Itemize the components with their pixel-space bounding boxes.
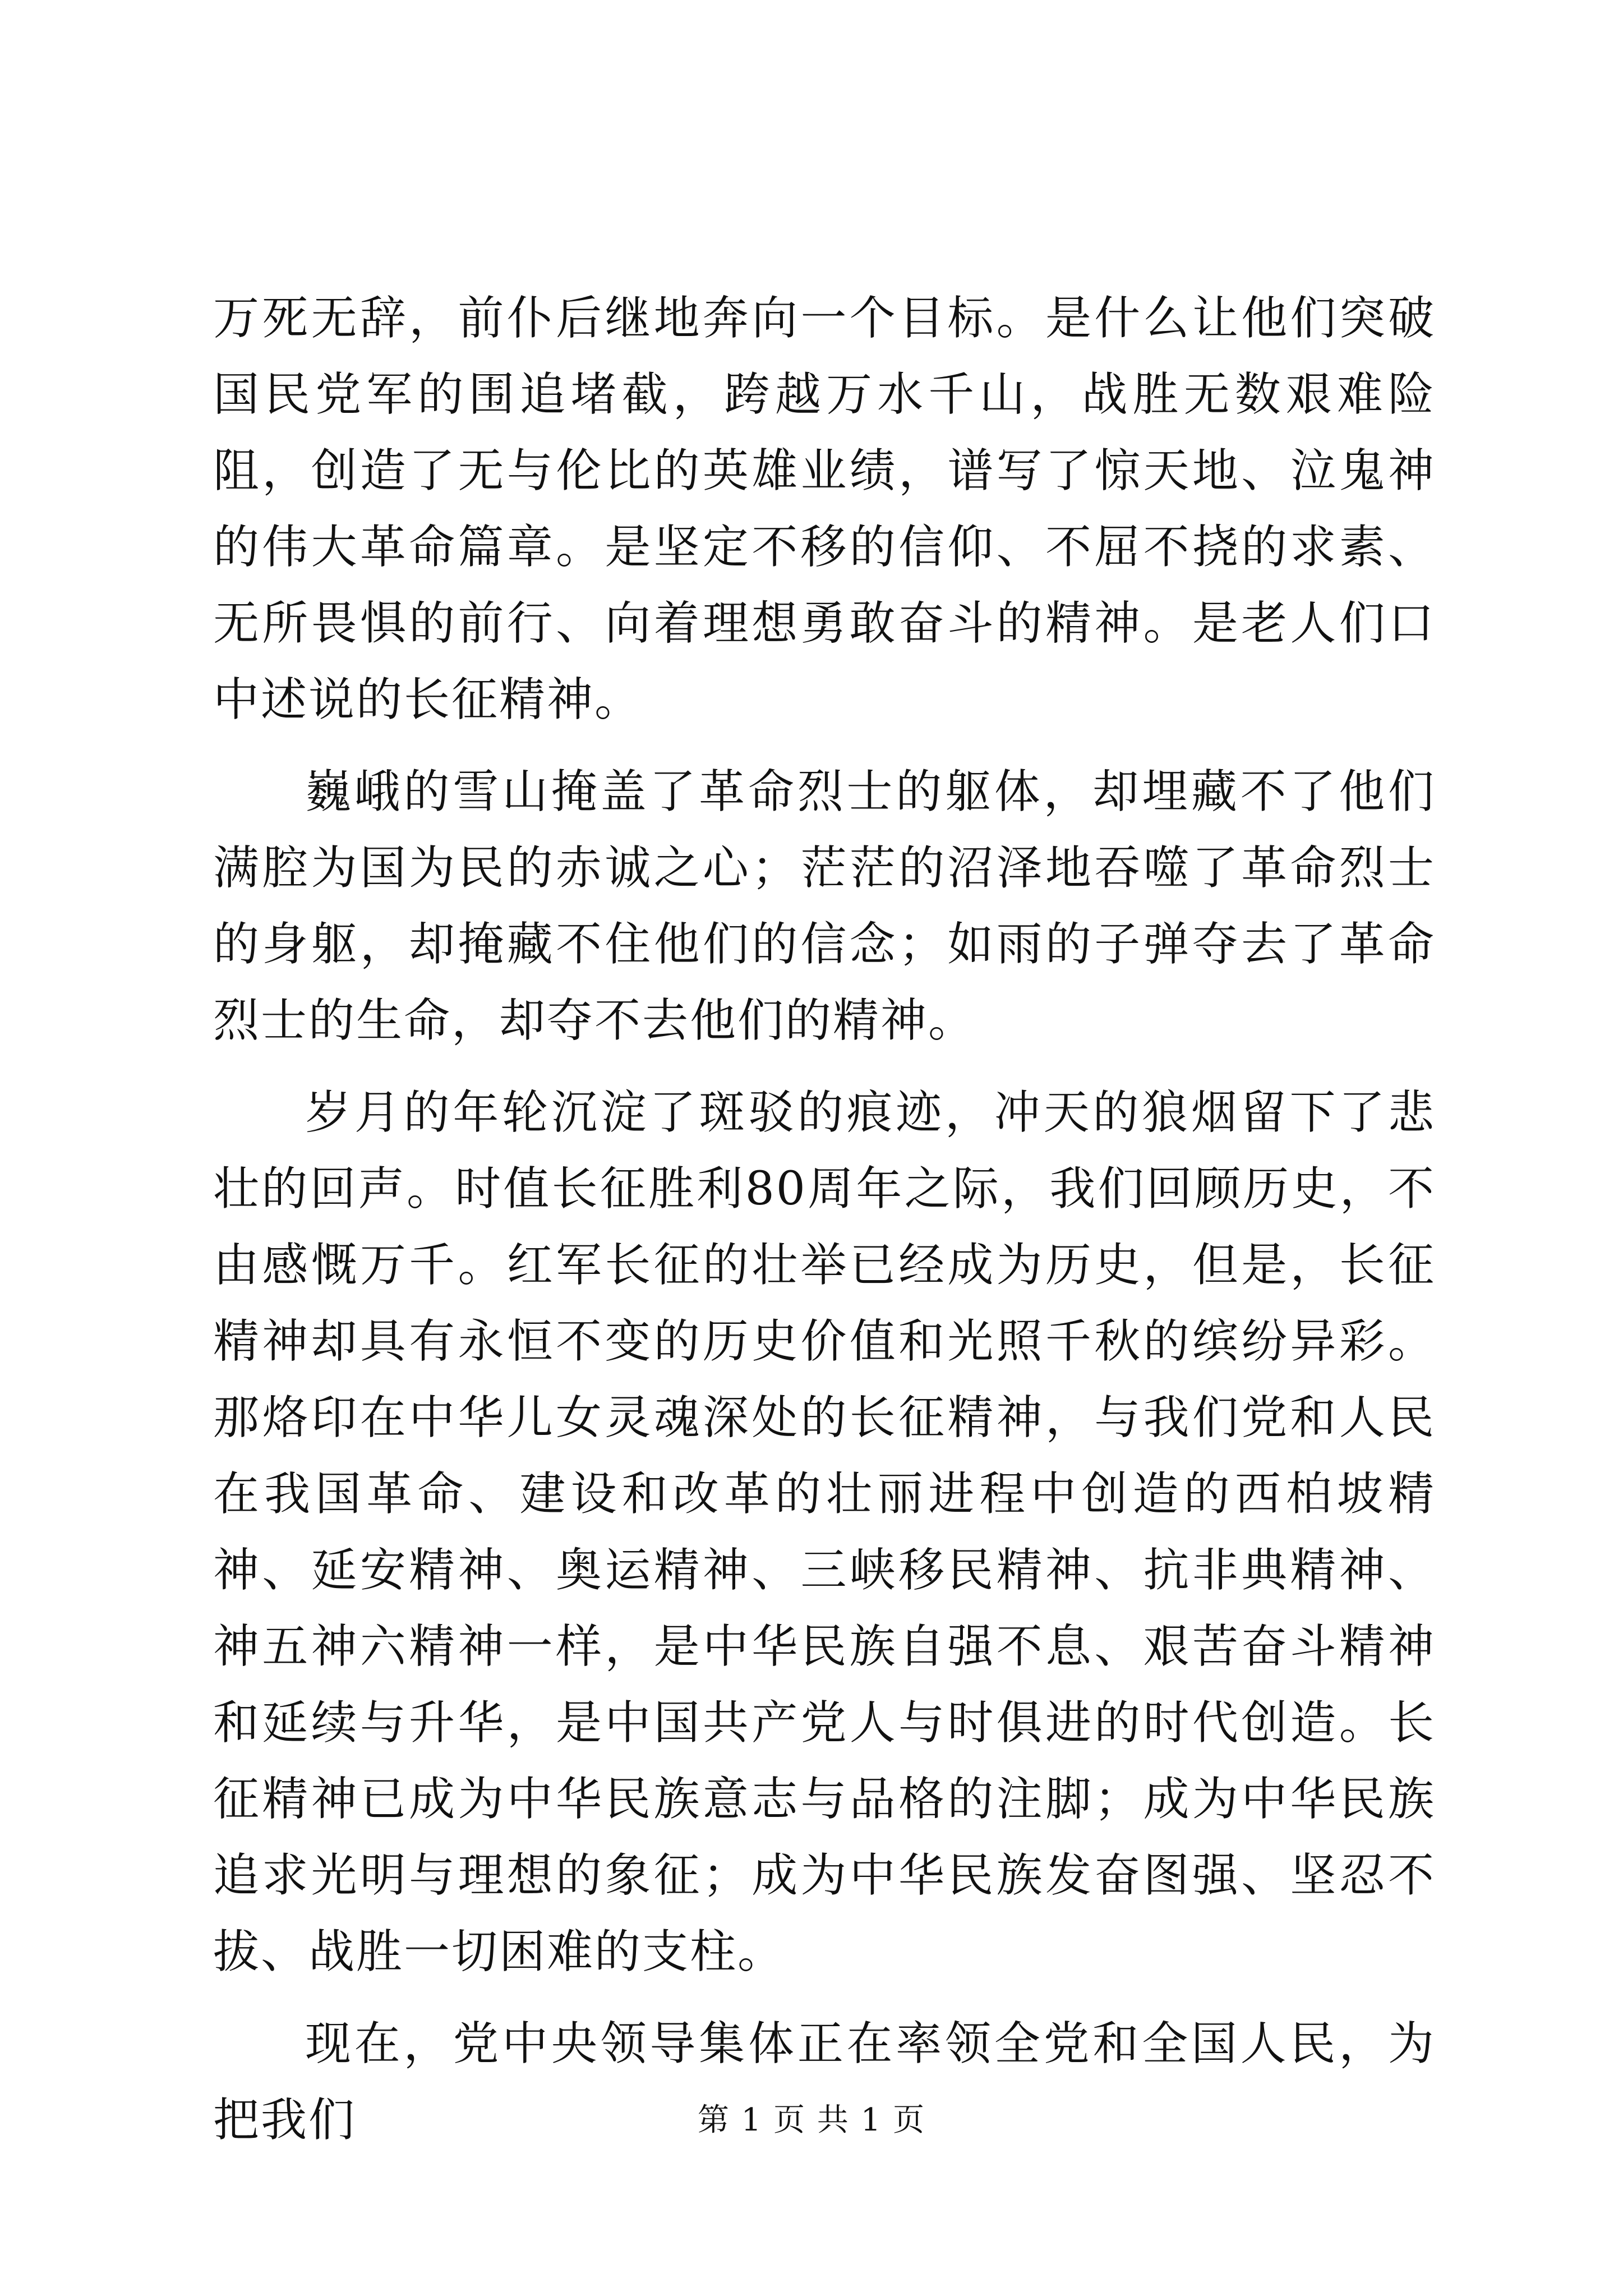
paragraph-2: 巍峨的雪山掩盖了革命烈士的躯体，却埋藏不了他们满腔为国为民的赤诚之心；茫茫的沼泽地吞噬了革命烈士的身躯，却掩藏不住他们的信念；如雨的子弹夺去了革命烈士的生命，却夺不去他们的精神。 — [213, 765, 1436, 1047]
page-footer: 第 1 页 共 1 页 — [697, 2102, 926, 2138]
paragraph-1: 万死无辞，前仆后继地奔向一个目标。是什么让他们突破国民党军的围追堵截，跨越万水千山，战胜无数艰难险阻，创造了无与伦比的英雄业绩，谱写了惊天地、泣鬼神的伟大革命篇章。是坚定不移的信仰、不屈不挠的求素、无所畏惧的前行、向着理想勇敢奋斗的精神。是老人们口中述说的长征精神。 — [213, 292, 1436, 726]
paragraph-4: 现在，党中央领导集体正在率领全党和全国人民，为把我们 — [213, 2017, 1436, 2147]
document-body — [213, 280, 1436, 2174]
paragraph-3: 岁月的年轮沉淀了斑驳的痕迹，冲天的狼烟留下了悲壮的回声。时值长征胜利80周年之际，我们回顾历史，不由感慨万千。红军长征的壮举已经成为历史，但是，长征精神却具有永恒不变的历史价值和光照千秋的缤纷异彩。那烙印在中华儿女灵魂深处的长征精神，与我们党和人民在我国革命、建设和改革的壮丽进程中创造的西柏坡精神、延安精神、奥运精神、三峡移民精神、抗非典精神、神五神六精神一样，是中华民族自强不息、艰苦奋斗精神和延续与升华，是中国共产党人与时俱进的时代创造。长征精神已成为中华民族意志与品格的注脚；成为中华民族追求光明与理想的象征；成为中华民族发奋图强、坚忍不拔、战胜一切困难的支柱。 — [213, 1086, 1436, 1978]
